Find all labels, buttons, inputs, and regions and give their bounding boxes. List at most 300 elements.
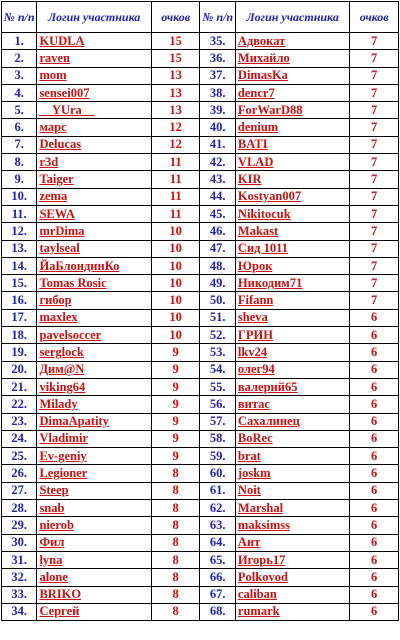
points-value: 6 <box>350 448 399 465</box>
participant-login-link[interactable]: sheva <box>237 310 268 325</box>
participant-login-link[interactable]: pavelsoccer <box>39 327 102 342</box>
row-number: 17. <box>2 309 37 326</box>
header-num-left: № п/п <box>2 2 37 33</box>
table-body <box>2 33 399 621</box>
login-cell <box>235 84 349 101</box>
row-number: 58. <box>200 430 235 447</box>
participant-login-link[interactable]: BATI <box>237 137 268 152</box>
login-cell <box>235 569 349 586</box>
row-number: 38. <box>200 84 235 101</box>
ranking-table-container <box>1 1 399 638</box>
participant-login-link[interactable]: mrDima <box>39 223 85 238</box>
login-cell <box>37 154 151 171</box>
table-row <box>2 500 399 517</box>
row-number: 68. <box>200 603 235 620</box>
login-cell <box>37 534 151 551</box>
row-number: 55. <box>200 378 235 395</box>
table-row <box>2 586 399 603</box>
participant-login-link[interactable]: snab <box>39 500 65 515</box>
row-number: 7. <box>2 136 37 153</box>
points-value: 8 <box>151 603 200 620</box>
points-value: 7 <box>350 205 399 222</box>
row-number: 34. <box>2 603 37 620</box>
login-cell <box>235 119 349 136</box>
table-row <box>2 344 399 361</box>
login-cell <box>37 430 151 447</box>
points-value: 7 <box>350 154 399 171</box>
participant-login-link[interactable]: zema <box>39 189 68 204</box>
participant-login-link[interactable]: KIR <box>237 172 262 187</box>
row-number: 40. <box>200 119 235 136</box>
login-cell <box>37 275 151 292</box>
points-value: 7 <box>350 119 399 136</box>
points-value: 7 <box>350 33 399 50</box>
row-number: 61. <box>200 482 235 499</box>
login-cell <box>235 292 349 309</box>
login-cell <box>235 136 349 153</box>
participant-login-link[interactable]: brat <box>237 448 261 463</box>
login-cell <box>37 240 151 257</box>
points-value: 6 <box>350 482 399 499</box>
table-row <box>2 292 399 309</box>
row-number: 26. <box>2 465 37 482</box>
participant-login-link[interactable]: Михайло <box>237 50 290 65</box>
table-row <box>2 67 399 84</box>
points-value: 6 <box>350 378 399 395</box>
login-cell <box>235 448 349 465</box>
row-number: 47. <box>200 240 235 257</box>
points-value: 11 <box>151 154 200 171</box>
login-cell <box>37 396 151 413</box>
table-row <box>2 534 399 551</box>
points-value: 7 <box>350 67 399 84</box>
row-number: 48. <box>200 257 235 274</box>
table-row <box>2 223 399 240</box>
participant-login-link[interactable]: Адвокат <box>237 33 286 48</box>
points-value: 6 <box>350 361 399 378</box>
login-cell <box>235 50 349 67</box>
login-cell <box>37 50 151 67</box>
points-value: 7 <box>350 292 399 309</box>
points-value: 8 <box>151 482 200 499</box>
login-cell <box>37 413 151 430</box>
row-number: 33. <box>2 586 37 603</box>
points-value: 8 <box>151 500 200 517</box>
login-cell <box>37 84 151 101</box>
login-cell <box>37 448 151 465</box>
points-value: 9 <box>151 361 200 378</box>
points-value: 9 <box>151 378 200 395</box>
points-value: 7 <box>350 50 399 67</box>
participant-login-link[interactable]: Taiger <box>39 172 74 187</box>
row-number: 13. <box>2 240 37 257</box>
login-cell <box>37 344 151 361</box>
points-value: 10 <box>151 292 200 309</box>
points-value: 10 <box>151 223 200 240</box>
login-cell <box>235 223 349 240</box>
participant-login-link[interactable]: Tomas Rosic <box>39 275 107 290</box>
row-number: 36. <box>200 50 235 67</box>
row-number: 67. <box>200 586 235 603</box>
row-number: 10. <box>2 188 37 205</box>
login-cell <box>235 534 349 551</box>
participant-login-link[interactable]: dencr7 <box>237 85 275 100</box>
points-value: 10 <box>151 309 200 326</box>
header-points-left: очков <box>151 2 200 33</box>
table-row <box>2 240 399 257</box>
participant-login-link[interactable]: caliban <box>237 587 277 602</box>
participant-login-link[interactable]: Legioner <box>39 466 88 481</box>
login-cell <box>37 327 151 344</box>
table-row <box>2 257 399 274</box>
row-number: 43. <box>200 171 235 188</box>
table-row <box>2 119 399 136</box>
points-value: 9 <box>151 448 200 465</box>
points-value: 6 <box>350 430 399 447</box>
participant-login-link[interactable]: Сахалинец <box>237 414 300 429</box>
participant-login-link[interactable]: Marshal <box>237 500 284 515</box>
login-cell <box>37 309 151 326</box>
login-cell <box>235 154 349 171</box>
row-number: 54. <box>200 361 235 378</box>
participant-login-link[interactable]: Steep <box>39 483 69 498</box>
row-number: 4. <box>2 84 37 101</box>
login-cell <box>235 188 349 205</box>
points-value: 11 <box>151 205 200 222</box>
login-cell <box>37 551 151 568</box>
table-row <box>2 171 399 188</box>
row-number: 11. <box>2 205 37 222</box>
row-number: 30. <box>2 534 37 551</box>
participant-login-link[interactable]: Fifann <box>237 293 274 308</box>
participant-login-link[interactable]: maxlex <box>39 310 78 325</box>
row-number: 24. <box>2 430 37 447</box>
points-value: 6 <box>350 586 399 603</box>
login-cell <box>235 482 349 499</box>
participant-login-link[interactable]: r3d <box>39 154 59 169</box>
row-number: 53. <box>200 344 235 361</box>
row-number: 32. <box>2 569 37 586</box>
row-number: 39. <box>200 102 235 119</box>
login-cell <box>37 517 151 534</box>
login-cell <box>37 102 151 119</box>
row-number: 9. <box>2 171 37 188</box>
login-cell <box>235 413 349 430</box>
login-cell <box>235 586 349 603</box>
login-cell <box>235 33 349 50</box>
participant-login-link[interactable]: Никодим71 <box>237 275 303 290</box>
table-row <box>2 603 399 620</box>
row-number: 60. <box>200 465 235 482</box>
participant-login-link[interactable]: витас <box>237 396 270 411</box>
participant-login-link[interactable]: гибор <box>39 293 72 308</box>
login-cell <box>235 551 349 568</box>
row-number: 19. <box>2 344 37 361</box>
participant-login-link[interactable]: serglock <box>39 344 84 359</box>
row-number: 16. <box>2 292 37 309</box>
points-value: 12 <box>151 119 200 136</box>
points-value: 6 <box>350 551 399 568</box>
points-value: 6 <box>350 413 399 430</box>
login-cell <box>37 586 151 603</box>
table-row <box>2 482 399 499</box>
points-value: 6 <box>350 327 399 344</box>
login-cell <box>235 517 349 534</box>
row-number: 65. <box>200 551 235 568</box>
row-number: 6. <box>2 119 37 136</box>
participant-login-link[interactable]: Nikitocuk <box>237 206 291 221</box>
row-number: 27. <box>2 482 37 499</box>
participant-login-link[interactable]: валерий65 <box>237 379 298 394</box>
row-number: 20. <box>2 361 37 378</box>
table-row <box>2 33 399 50</box>
points-value: 9 <box>151 396 200 413</box>
login-cell <box>37 33 151 50</box>
participant-login-link[interactable]: DimaApatity <box>39 414 109 429</box>
participant-login-link[interactable]: ГРИН <box>237 327 273 342</box>
row-number: 46. <box>200 223 235 240</box>
points-value: 7 <box>350 223 399 240</box>
participant-login-link[interactable]: олег94 <box>237 362 275 377</box>
row-number: 15. <box>2 275 37 292</box>
table-row <box>2 448 399 465</box>
login-cell <box>37 205 151 222</box>
login-cell <box>235 67 349 84</box>
row-number: 56. <box>200 396 235 413</box>
points-value: 8 <box>151 551 200 568</box>
points-value: 7 <box>350 136 399 153</box>
points-value: 10 <box>151 275 200 292</box>
login-cell <box>37 119 151 136</box>
participant-login-link[interactable]: Vladimir <box>39 431 89 446</box>
row-number: 50. <box>200 292 235 309</box>
participant-login-link[interactable]: Юрок <box>237 258 273 273</box>
participant-login-link[interactable]: mom <box>39 68 67 83</box>
login-cell <box>37 257 151 274</box>
points-value: 7 <box>350 188 399 205</box>
points-value: 10 <box>151 257 200 274</box>
participant-login-link[interactable]: DimasKa <box>237 68 288 83</box>
points-value: 6 <box>350 396 399 413</box>
login-cell <box>37 136 151 153</box>
login-cell <box>37 171 151 188</box>
points-value: 13 <box>151 67 200 84</box>
participant-login-link[interactable]: ForWarD88 <box>237 102 303 117</box>
participant-login-link[interactable]: Delucas <box>39 137 82 152</box>
login-cell <box>235 396 349 413</box>
login-cell <box>37 223 151 240</box>
row-number: 44. <box>200 188 235 205</box>
participant-login-link[interactable]: Noit <box>237 483 261 498</box>
login-cell <box>235 257 349 274</box>
row-number: 45. <box>200 205 235 222</box>
row-number: 49. <box>200 275 235 292</box>
points-value: 6 <box>350 569 399 586</box>
login-cell <box>235 361 349 378</box>
row-number: 37. <box>200 67 235 84</box>
participant-login-link[interactable]: nierob <box>39 517 74 532</box>
points-value: 10 <box>151 327 200 344</box>
login-cell <box>235 240 349 257</box>
header-points-right: очков <box>350 2 399 33</box>
header-num-right: № п/п <box>200 2 235 33</box>
participant-login-link[interactable]: Milady <box>39 396 78 411</box>
login-cell <box>235 344 349 361</box>
points-value: 8 <box>151 465 200 482</box>
row-number: 12. <box>2 223 37 240</box>
login-cell <box>37 500 151 517</box>
table-row <box>2 361 399 378</box>
participant-login-link[interactable]: марс <box>39 120 67 135</box>
participant-login-link[interactable]: VLAD <box>237 154 274 169</box>
points-value: 12 <box>151 136 200 153</box>
login-cell <box>37 361 151 378</box>
table-row <box>2 275 399 292</box>
table-row <box>2 327 399 344</box>
points-value: 8 <box>151 534 200 551</box>
participant-login-link[interactable]: maksimss <box>237 517 291 532</box>
participant-login-link[interactable]: Polkovod <box>237 569 288 584</box>
participant-login-link[interactable]: alone <box>39 569 68 584</box>
participant-login-link[interactable]: Ант <box>237 535 261 550</box>
ranking-table <box>1 1 399 621</box>
row-number: 62. <box>200 500 235 517</box>
participant-login-link[interactable]: Ev-geniy <box>39 448 87 463</box>
points-value: 15 <box>151 50 200 67</box>
table-row <box>2 396 399 413</box>
login-cell <box>235 465 349 482</box>
points-value: 11 <box>151 188 200 205</box>
points-value: 7 <box>350 102 399 119</box>
participant-login-link[interactable]: denium <box>237 120 279 135</box>
login-cell <box>235 102 349 119</box>
header-row <box>2 2 399 33</box>
table-row <box>2 551 399 568</box>
participant-login-link[interactable]: ЙаБлондинКо <box>39 258 120 273</box>
row-number: 1. <box>2 33 37 50</box>
table-row <box>2 378 399 395</box>
table-row <box>2 50 399 67</box>
participant-login-link[interactable]: lyna <box>39 552 63 567</box>
row-number: 2. <box>2 50 37 67</box>
table-row <box>2 569 399 586</box>
points-value: 9 <box>151 344 200 361</box>
points-value: 6 <box>350 534 399 551</box>
points-value: 7 <box>350 275 399 292</box>
points-value: 6 <box>350 517 399 534</box>
login-cell <box>235 171 349 188</box>
row-number: 23. <box>2 413 37 430</box>
participant-login-link[interactable]: Makast <box>237 223 279 238</box>
points-value: 13 <box>151 84 200 101</box>
participant-login-link[interactable]: __YUra__ <box>39 102 95 117</box>
participant-login-link[interactable]: sensei007 <box>39 85 90 100</box>
table-row <box>2 413 399 430</box>
row-number: 14. <box>2 257 37 274</box>
table-row <box>2 517 399 534</box>
participant-login-link[interactable]: rumark <box>237 604 280 619</box>
login-cell <box>37 569 151 586</box>
login-cell <box>235 430 349 447</box>
table-row <box>2 188 399 205</box>
participant-login-link[interactable]: lkv24 <box>237 344 268 359</box>
row-number: 3. <box>2 67 37 84</box>
participant-login-link[interactable]: Сергей <box>39 604 80 619</box>
row-number: 22. <box>2 396 37 413</box>
header-login-right: Логин участника <box>235 2 349 33</box>
points-value: 6 <box>350 309 399 326</box>
table-row <box>2 84 399 101</box>
points-value: 6 <box>350 603 399 620</box>
points-value: 6 <box>350 344 399 361</box>
participant-login-link[interactable]: raven <box>39 50 70 65</box>
row-number: 18. <box>2 327 37 344</box>
points-value: 6 <box>350 465 399 482</box>
participant-login-link[interactable]: Фил <box>39 535 65 550</box>
participant-login-link[interactable]: Сид 1011 <box>237 241 288 256</box>
row-number: 52. <box>200 327 235 344</box>
login-cell <box>37 378 151 395</box>
login-cell <box>235 327 349 344</box>
row-number: 35. <box>200 33 235 50</box>
login-cell <box>235 275 349 292</box>
participant-login-link[interactable]: KUDLA <box>39 33 85 48</box>
row-number: 25. <box>2 448 37 465</box>
login-cell <box>37 292 151 309</box>
participant-login-link[interactable]: BoRec <box>237 431 273 446</box>
login-cell <box>37 603 151 620</box>
participant-login-link[interactable]: Дим@N <box>39 362 85 377</box>
points-value: 15 <box>151 33 200 50</box>
login-cell <box>37 188 151 205</box>
points-value: 8 <box>151 586 200 603</box>
points-value: 7 <box>350 171 399 188</box>
login-cell <box>37 67 151 84</box>
row-number: 57. <box>200 413 235 430</box>
table-row <box>2 430 399 447</box>
participant-login-link[interactable]: Kostyan007 <box>237 189 302 204</box>
login-cell <box>235 378 349 395</box>
points-value: 8 <box>151 569 200 586</box>
participant-login-link[interactable]: BRIKO <box>39 587 82 602</box>
row-number: 21. <box>2 378 37 395</box>
points-value: 13 <box>151 102 200 119</box>
login-cell <box>235 603 349 620</box>
row-number: 31. <box>2 551 37 568</box>
login-cell <box>235 205 349 222</box>
points-value: 11 <box>151 171 200 188</box>
points-value: 6 <box>350 500 399 517</box>
participant-login-link[interactable]: SEWA <box>39 206 75 221</box>
participant-login-link[interactable]: taylseal <box>39 241 80 256</box>
participant-login-link[interactable]: viking64 <box>39 379 86 394</box>
table-row <box>2 465 399 482</box>
login-cell <box>37 465 151 482</box>
table-row <box>2 154 399 171</box>
points-value: 10 <box>151 240 200 257</box>
points-value: 9 <box>151 413 200 430</box>
row-number: 5. <box>2 102 37 119</box>
points-value: 8 <box>151 517 200 534</box>
table-row <box>2 102 399 119</box>
table-row <box>2 136 399 153</box>
row-number: 63. <box>200 517 235 534</box>
login-cell <box>37 482 151 499</box>
points-value: 7 <box>350 240 399 257</box>
participant-login-link[interactable]: Игорь17 <box>237 552 286 567</box>
row-number: 8. <box>2 154 37 171</box>
participant-login-link[interactable]: joskm <box>237 466 271 481</box>
